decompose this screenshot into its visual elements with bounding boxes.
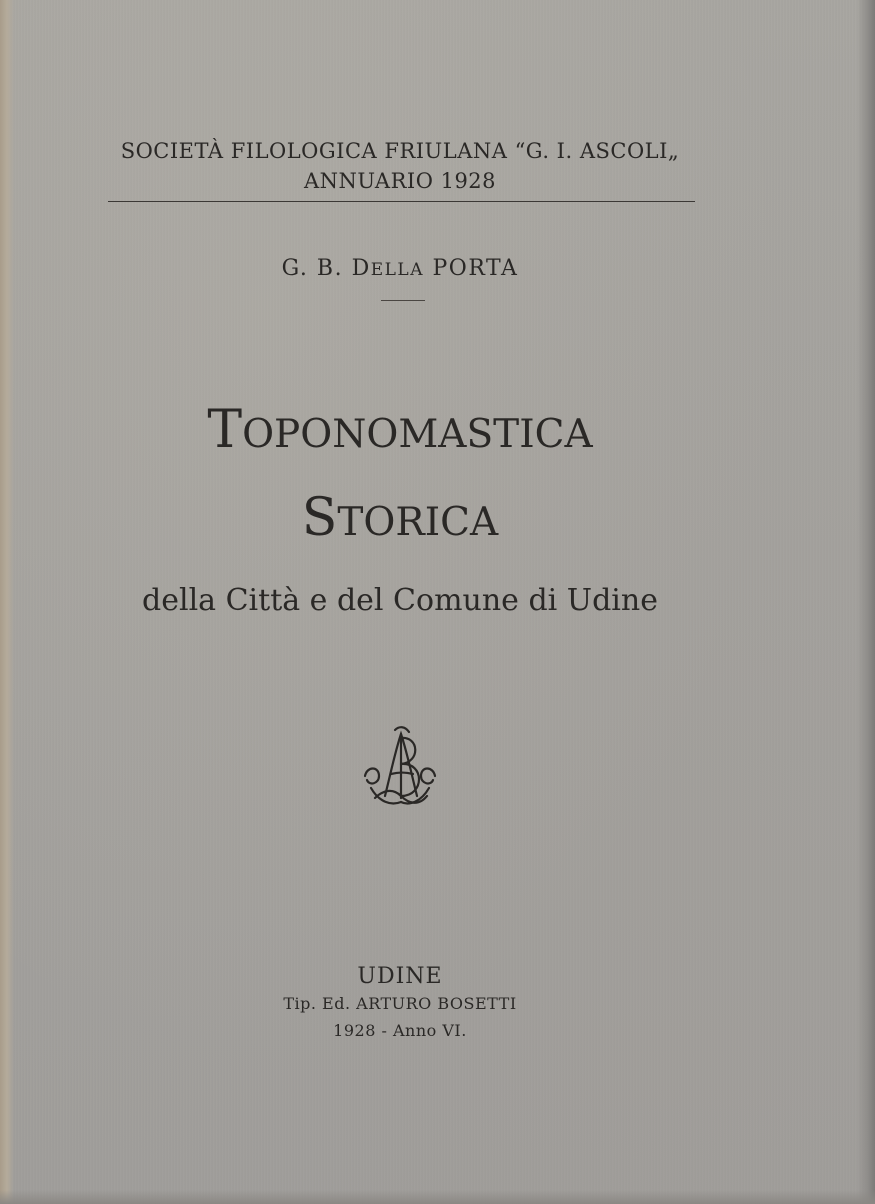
- imprint-publisher: Tip. Ed. ARTURO BOSETTI: [283, 994, 517, 1013]
- society-name: SOCIETÀ FILOLOGICA FRIULANA “G. I. ASCOLI„: [120, 139, 680, 163]
- title-line-1: [0, 390, 800, 475]
- imprint-city: UDINE: [357, 964, 443, 989]
- printer-monogram-icon: [355, 722, 445, 812]
- author-surname: PORTA: [423, 256, 519, 281]
- annuario-line: ANNUARIO 1928: [303, 169, 497, 193]
- cover-right-edge: [857, 0, 875, 1204]
- title-line-2-capital: S: [301, 488, 338, 548]
- author-name-smallcaps: ELLA: [370, 260, 424, 280]
- title-line-1-capital: T: [207, 400, 243, 460]
- author-name: [0, 253, 800, 286]
- cover-bottom-edge: [0, 1190, 875, 1204]
- imprint-year: 1928 - Anno VI.: [333, 1021, 467, 1040]
- header-divider: [108, 201, 695, 202]
- author-initials: G. B. D: [281, 256, 371, 281]
- title-line-2-rest: TORICA: [337, 500, 499, 545]
- subtitle: della Città e del Comune di Udine: [142, 583, 658, 618]
- title-line-2: [0, 478, 800, 563]
- title-line-1-rest: OPONOMASTICA: [242, 412, 593, 457]
- author-divider: [381, 300, 425, 301]
